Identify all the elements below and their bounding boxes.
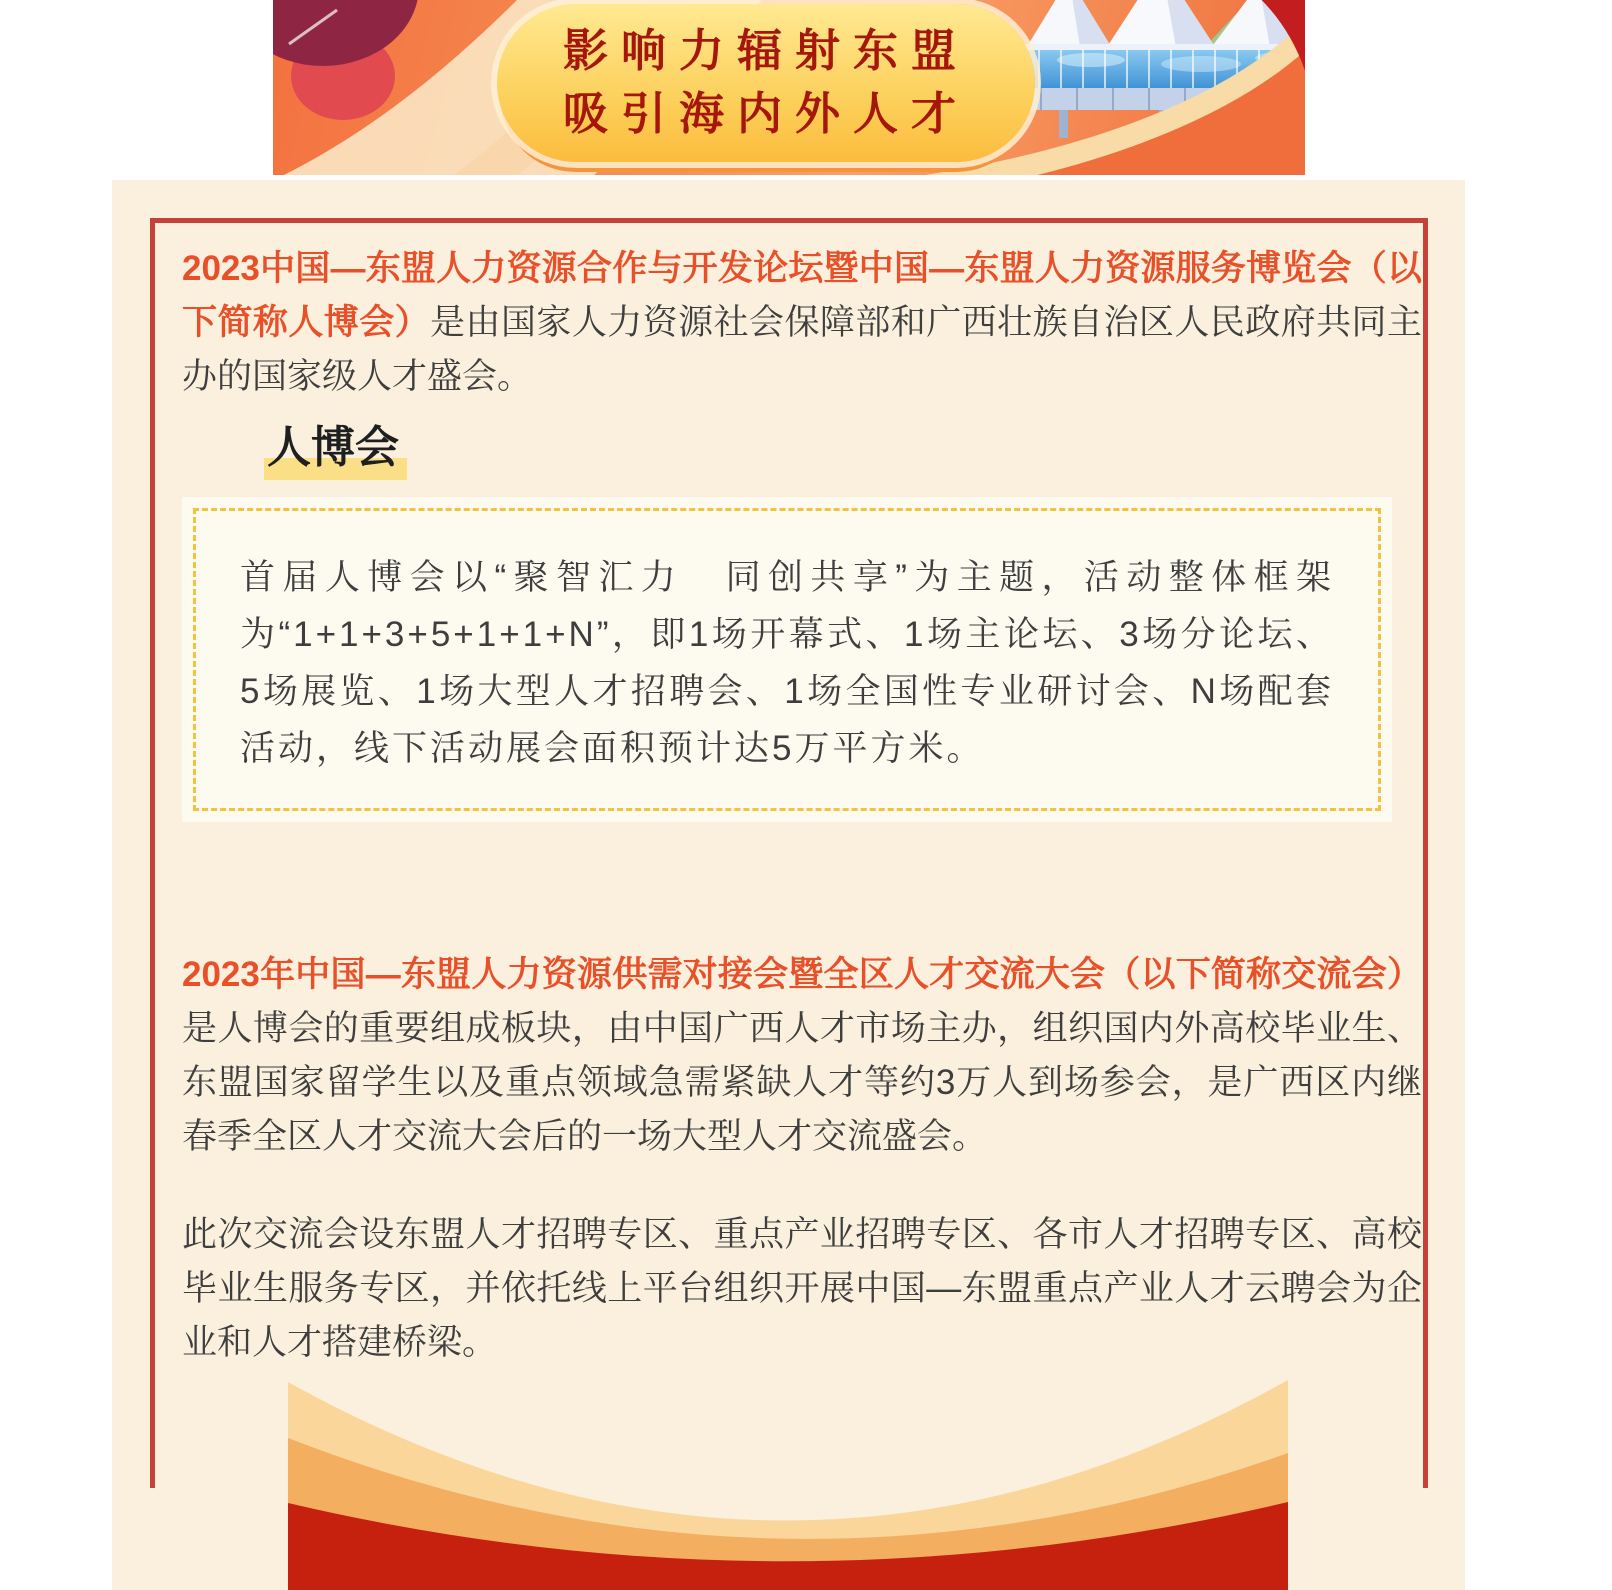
- paragraph-zones: 此次交流会设东盟人才招聘专区、重点产业招聘专区、各市人才招聘专区、高校毕业生服务专区，并依托线上平台组织开展中国—东盟重点产业人才云聘会为企业和人才搭建桥梁。: [182, 1215, 1422, 1362]
- paragraph-intro: [182, 242, 1422, 404]
- footer-wave-graphic: [288, 1380, 1288, 1590]
- info-box-text: 首届人博会以“聚智汇力 同创共享”为主题，活动整体框架为“1+1+3+5+1+1+N”，即1场开幕式、1场主论坛、3场分论坛、5场展览、1场大型人才招聘会、1场全国性专业研讨会、N场配套活动，线下活动展会面积预计达5万平方米。: [240, 558, 1334, 768]
- paragraph-exchange-meeting: [182, 948, 1422, 1164]
- section-label: 人博会: [264, 422, 407, 480]
- intro-body-text: 是由国家人力资源社会保障部和广西壮族自治区人民政府共同主办的国家级人才盛会。: [182, 303, 1422, 396]
- intro-highlight-text: 2023中国—东盟人力资源合作与开发论坛暨中国—东盟人力资源服务博览会（以下简称人博会）: [182, 249, 1422, 342]
- exchange-highlight-text: 2023年中国—东盟人力资源供需对接会暨全区人才交流大会（以下简称交流会）: [182, 955, 1422, 994]
- maroon-balloon-shape: [273, 0, 419, 66]
- slogan-line-1: 影响力辐射东盟: [562, 25, 969, 76]
- slogan-line-2: 吸引海内外人才: [562, 88, 969, 139]
- content-panel: [112, 180, 1465, 1590]
- exchange-body-text: 是人博会的重要组成板块，由中国广西人才市场主办，组织国内外高校毕业生、东盟国家留学生以及重点领域急需紧缺人才等约3万人到场参会，是广西区内继春季全区人才交流大会后的一场大型人才交流盛会。: [182, 1009, 1422, 1156]
- info-box: [182, 497, 1392, 822]
- info-box-dashed-border: [193, 508, 1381, 811]
- banner: [273, 0, 1305, 175]
- slogan-badge: [497, 4, 1035, 162]
